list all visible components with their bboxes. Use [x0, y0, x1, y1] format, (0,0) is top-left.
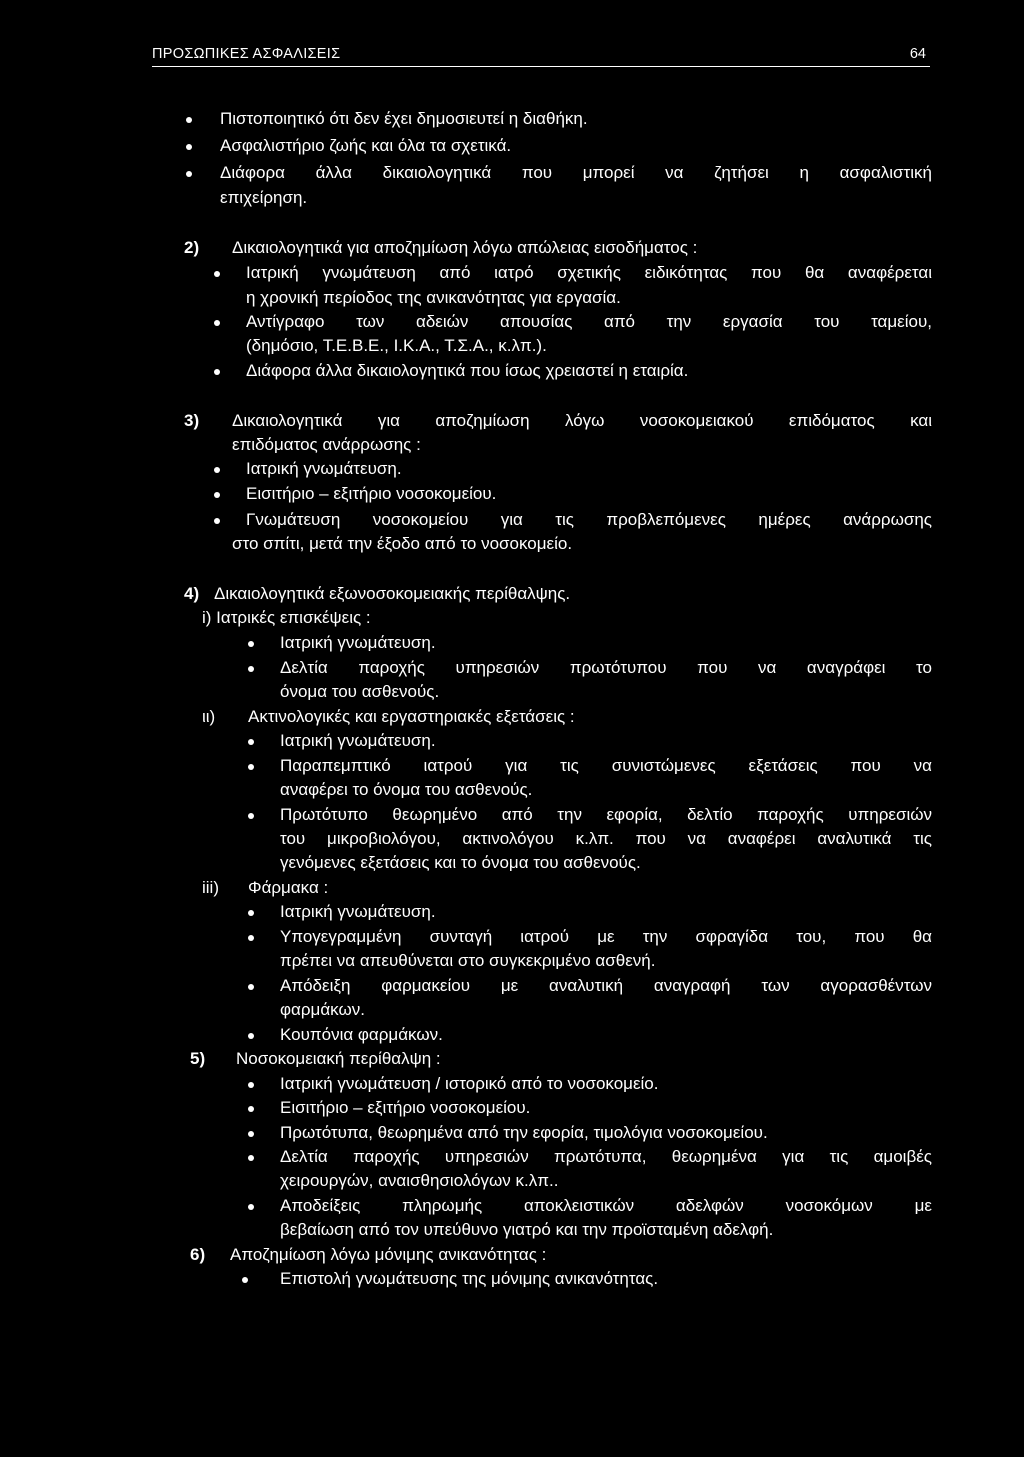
- bullet-icon: [248, 1204, 254, 1210]
- bullet-icon: [214, 518, 220, 524]
- list-item-continuation: βεβαίωση από τον υπεύθυνο γιατρό και την προϊσταμένη αδελφή.: [280, 1220, 774, 1239]
- section-heading: Δικαιολογητικά εξωνοσοκομειακής περίθαλψης.: [214, 584, 571, 603]
- bullet-icon: [248, 1082, 254, 1088]
- bullet-icon: [214, 271, 220, 277]
- list-item: Ιατρική γνωμάτευση από ιατρό σχετικής ειδικότητας που θα αναφέρεται: [246, 263, 932, 282]
- list-item-continuation: του μικροβιολόγου, ακτινολόγου κ.λπ. που να αναφέρει αναλυτικά τις: [280, 829, 932, 848]
- list-item: Εισιτήριο – εξιτήριο νοσοκομείου.: [280, 1098, 531, 1117]
- list-item-continuation: η χρονική περίοδος της ανικανότητας για εργασία.: [246, 288, 621, 307]
- section-number: 6): [190, 1245, 206, 1264]
- bullet-icon: [248, 1106, 254, 1112]
- bullet-icon: [248, 641, 254, 647]
- list-item: Ιατρική γνωμάτευση.: [280, 633, 436, 652]
- list-item: Απόδειξη φαρμακείου με αναλυτική αναγραφή των αγορασθέντων: [280, 976, 932, 995]
- list-item: Εισιτήριο – εξιτήριο νοσοκομείου.: [246, 484, 497, 503]
- bullet-icon: [248, 935, 254, 941]
- section-heading: Δικαιολογητικά για αποζημίωση λόγω νοσοκομειακού επιδόματος και: [232, 411, 932, 430]
- bullet-icon: [248, 813, 254, 819]
- list-item: Ιατρική γνωμάτευση.: [280, 731, 436, 750]
- list-item: Κουπόνια φαρμάκων.: [280, 1025, 443, 1044]
- list-item: Πρωτότυπο θεωρημένο από την εφορία, δελτίο παροχής υπηρεσιών: [280, 805, 932, 824]
- bullet-icon: [248, 764, 254, 770]
- bullet-icon: [248, 984, 254, 990]
- section-heading-continuation: επιδόματος ανάρρωσης :: [232, 435, 421, 454]
- list-item: Ιατρική γνωμάτευση / ιστορικό από το νοσοκομείο.: [280, 1074, 659, 1093]
- subsection-heading: i) Ιατρικές επισκέψεις :: [202, 608, 371, 627]
- list-item: Αποδείξεις πληρωμής αποκλειστικών αδελφών νοσοκόμων με: [280, 1196, 932, 1215]
- bullet-icon: [248, 739, 254, 745]
- list-item: Παραπεμπτικό ιατρού για τις συνιστώμενες εξετάσεις που να: [280, 756, 932, 775]
- list-item: Πιστοποιητικό ότι δεν έχει δημοσιευτεί η διαθήκη.: [220, 109, 588, 128]
- bullet-icon: [186, 117, 192, 123]
- list-item: Γνωμάτευση νοσοκομείου για τις προβλεπόμενες ημέρες ανάρρωσης: [246, 510, 932, 529]
- list-item-continuation: χειρουργών, αναισθησιολόγων κ.λπ..: [280, 1171, 559, 1190]
- bullet-icon: [248, 666, 254, 672]
- list-item-continuation: (δημόσιο, Τ.Ε.Β.Ε., Ι.Κ.Α., Τ.Σ.Α., κ.λπ.).: [246, 336, 547, 355]
- list-item: Ιατρική γνωμάτευση.: [280, 902, 436, 921]
- header-title: ΠΡΟΣΩΠΙΚΕΣ ΑΣΦΑΛΙΣΕΙΣ: [152, 46, 341, 62]
- list-item-continuation: γενόμενες εξετάσεις και το όνομα του ασθενούς.: [280, 853, 641, 872]
- list-item-continuation: όνομα του ασθενούς.: [280, 682, 440, 701]
- list-item-continuation: αναφέρει το όνομα του ασθενούς.: [280, 780, 533, 799]
- list-item: Ασφαλιστήριο ζωής και όλα τα σχετικά.: [220, 136, 512, 155]
- section-number: 2): [184, 238, 200, 257]
- list-item: Δελτία παροχής υπηρεσιών πρωτότυπα, θεωρημένα για τις αμοιβές: [280, 1147, 932, 1166]
- list-item: Επιστολή γνωμάτευσης της μόνιμης ανικανότητας.: [280, 1269, 659, 1288]
- running-header: [152, 44, 930, 67]
- list-item: Δελτία παροχής υπηρεσιών πρωτότυπου που να αναγράφει το: [280, 658, 932, 677]
- bullet-icon: [248, 1155, 254, 1161]
- bullet-icon: [248, 910, 254, 916]
- subsection-number: ιι): [202, 707, 216, 726]
- bullet-icon: [214, 320, 220, 326]
- section-heading: Νοσοκομειακή περίθαλψη :: [236, 1049, 441, 1068]
- section-number: 3): [184, 411, 200, 430]
- bullet-icon: [214, 492, 220, 498]
- list-item: Ιατρική γνωμάτευση.: [246, 459, 402, 478]
- section-number: 5): [190, 1049, 206, 1068]
- section-heading: Δικαιολογητικά για αποζημίωση λόγω απώλειας εισοδήματος :: [232, 238, 698, 257]
- section-number: 4): [184, 584, 200, 603]
- section-heading: Αποζημίωση λόγω μόνιμης ανικανότητας :: [230, 1245, 547, 1264]
- bullet-icon: [214, 467, 220, 473]
- subsection-number: iii): [202, 878, 219, 897]
- list-item: Αντίγραφο των αδειών απουσίας από την εργασία του ταμείου,: [246, 312, 932, 331]
- bullet-icon: [248, 1033, 254, 1039]
- bullet-icon: [214, 369, 220, 375]
- bullet-icon: [248, 1131, 254, 1137]
- bullet-icon: [186, 171, 192, 177]
- list-item-continuation: επιχείρηση.: [220, 188, 308, 207]
- list-item-continuation: πρέπει να απευθύνεται στο συγκεκριμένο ασθενή.: [280, 951, 656, 970]
- list-item-continuation: στο σπίτι, μετά την έξοδο από το νοσοκομείο.: [232, 534, 573, 553]
- page-number: 64: [909, 46, 926, 62]
- list-item: Πρωτότυπα, θεωρημένα από την εφορία, τιμολόγια νοσοκομείου.: [280, 1123, 768, 1142]
- list-item: Διάφορα άλλα δικαιολογητικά που μπορεί να ζητήσει η ασφαλιστική: [220, 163, 932, 182]
- subsection-heading: Φάρμακα :: [248, 878, 329, 897]
- list-item-continuation: φαρμάκων.: [280, 1000, 365, 1019]
- bullet-icon: [242, 1277, 248, 1283]
- bullet-icon: [186, 144, 192, 150]
- subsection-heading: Ακτινολογικές και εργαστηριακές εξετάσεις :: [248, 707, 575, 726]
- list-item: Υπογεγραμμένη συνταγή ιατρού με την σφραγίδα του, που θα: [280, 927, 932, 946]
- list-item: Διάφορα άλλα δικαιολογητικά που ίσως χρειαστεί η εταιρία.: [246, 361, 689, 380]
